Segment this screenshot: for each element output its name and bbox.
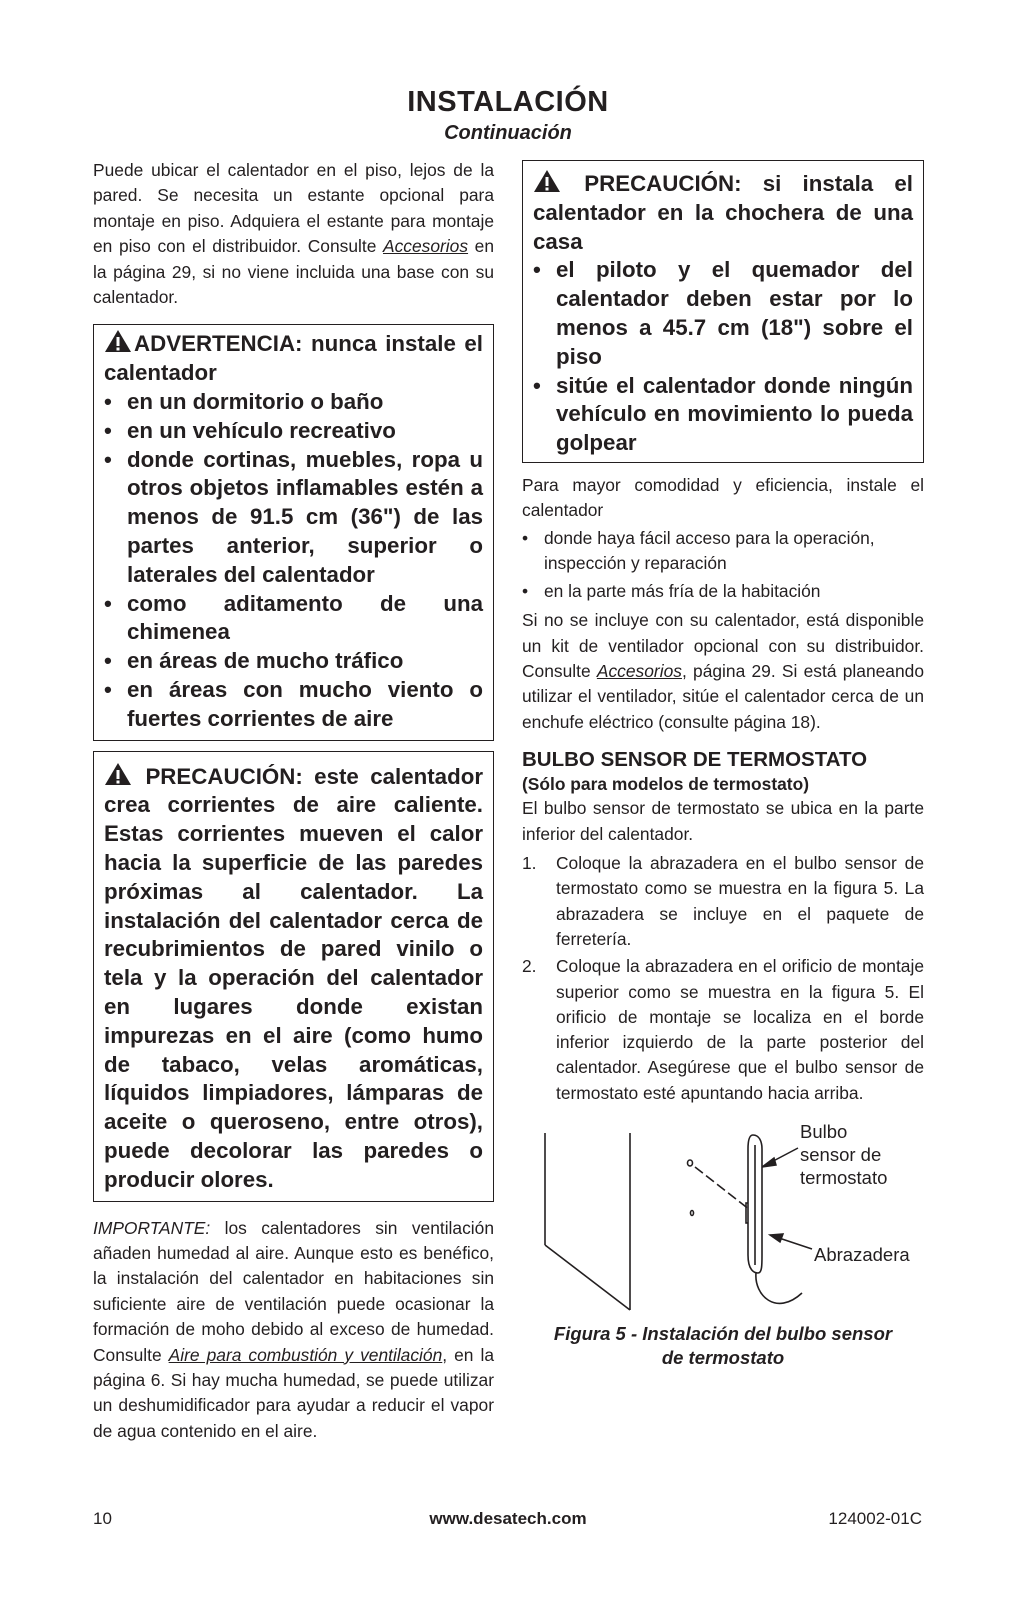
fan-kit-paragraph: Si no se incluye con su calentador, está disponible un kit de ventilador opcional con su distribuidor. Consulte Accesorios, página 29. Si está planeando utilizar el ventilador, sitúe el calentador cerca de un enchufe eléctrico (consulte página 18). bbox=[522, 610, 924, 732]
section-title: BULBO SENSOR DE TERMOSTATO bbox=[522, 748, 868, 772]
caution-drafts-text: PRECAUCIÓN: este calentador crea corrientes de aire caliente. Estas corrientes mueven el calor hacia la superficie de las paredes próximas al calentador. La instalación del calentador cerca de recubrimientos de pared vinilo o tela y la operación del calentador en lugares donde existan impurezas en el aire (como humo de tabaco, velas aromáticas, líquidos limpiadores, lámparas de aceite o queroseno, entre otros), puede decolorar las paredes o producir olores. bbox=[104, 763, 483, 1192]
caution-garage-heading: PRECAUCIÓN: si instala el calentador en la chochera de una casa bbox=[533, 171, 913, 254]
page-subtitle: Continuación bbox=[444, 122, 572, 144]
steps-list bbox=[522, 851, 924, 1106]
warning-triangle-icon bbox=[104, 762, 132, 786]
warning-item: • en un vehículo recreativo bbox=[104, 417, 396, 443]
caution-item: • sitúe el calentador donde ningún vehículo en movimiento lo pueda golpear bbox=[533, 372, 913, 456]
figure-caption-line-1: Figura 5 - Instalación del bulbo sensor bbox=[553, 1323, 893, 1344]
important-paragraph: IMPORTANTE: los calentadores sin ventilación añaden humedad al aire. Aunque esto es benéfico, la instalación del calentador en habitaciones sin suficiente aire de ventilación puede ocasionar la formación de moho debido al exceso de humedad. Consulte Aire para combustión y ventilación, en la página 6. Si hay mucha humedad, se puede utilizar un deshumidificador para ayudar a reducir el vapor de agua contenido en el aire. bbox=[93, 1217, 495, 1441]
section-intro: El bulbo sensor de termostato se ubica en la parte inferior del calentador. bbox=[522, 798, 924, 844]
section-subtitle: (Sólo para modelos de termostato) bbox=[522, 774, 809, 795]
left-column bbox=[93, 158, 494, 1444]
clamp-label: Abrazadera bbox=[814, 1244, 910, 1265]
floor-mount-text-1: Puede ubicar el calentador en el piso, lejos de la pared. Se necesita un estante opcional para montaje en piso. Adquiera el estante para montaje en piso con el distribuidor. Consulte bbox=[93, 160, 494, 257]
comfort-list bbox=[522, 526, 924, 604]
list-item: • en la parte más fría de la habitación bbox=[522, 581, 821, 602]
document-code: 124002-01C bbox=[828, 1509, 922, 1528]
floor-mount-text-2: en la página 29, si no viene incluida una base con su calentador. bbox=[93, 236, 494, 308]
bulb-label-1: Bulbo bbox=[800, 1121, 848, 1142]
page-title: INSTALACIÓN bbox=[407, 86, 609, 118]
website-link[interactable]: www.desatech.com bbox=[429, 1509, 587, 1528]
warning-heading bbox=[104, 329, 483, 388]
warning-item: • como aditamento de una chimenea bbox=[104, 590, 483, 645]
comfort-intro: Para mayor comodidad y eficiencia, instale el calentador bbox=[522, 474, 924, 521]
list-item: • donde haya fácil acceso para la operación, inspección y reparación bbox=[522, 527, 875, 573]
floor-mount-paragraph bbox=[93, 158, 494, 310]
accessories-link-2[interactable]: Accesorios bbox=[596, 660, 682, 681]
figure-caption bbox=[522, 1322, 924, 1369]
figure-caption-line-2: de termostato bbox=[661, 1346, 785, 1368]
warning-triangle-icon bbox=[104, 329, 132, 353]
warning-item: • en áreas de mucho tráfico bbox=[104, 648, 404, 674]
caution-box-garage bbox=[522, 160, 924, 463]
page-number: 10 bbox=[93, 1509, 112, 1528]
caution-item: • el piloto y el quemador del calentador deben estar por lo menos a 45.7 cm (18") sobre el piso bbox=[533, 257, 913, 369]
bulb-label-3: termostato bbox=[800, 1167, 888, 1188]
bulb-label-2: sensor de bbox=[800, 1144, 882, 1165]
thermostat-bulb-figure bbox=[540, 1125, 820, 1325]
warning-item: • donde cortinas, muebles, ropa u otros objetos inflamables estén a menos de 91.5 cm (36") de las partes anterior, superior o laterales del calentador bbox=[104, 446, 483, 587]
right-column bbox=[522, 160, 924, 1108]
caution-box-drafts bbox=[93, 751, 494, 1202]
warning-item: • en un dormitorio o baño bbox=[104, 389, 384, 415]
step-item: 1. Coloque la abrazadera en el bulbo sensor de termostato como se muestra en la figura 5. La abrazadera se incluye en el paquete de ferretería. bbox=[522, 853, 924, 949]
warning-item: • en áreas con mucho viento o fuertes corrientes de aire bbox=[104, 677, 483, 731]
warning-heading-text: ADVERTENCIA: nunca instale el calentador bbox=[104, 331, 483, 386]
warning-box bbox=[93, 324, 494, 740]
warning-triangle-icon bbox=[533, 169, 561, 193]
accessories-link[interactable]: Accesorios bbox=[382, 236, 469, 257]
important-label: IMPORTANTE: bbox=[93, 1217, 211, 1238]
step-item: 2. Coloque la abrazadera en el orificio de montaje superior como se muestra en la figura 5. El orificio de montaje se localiza en el borde inferior izquierdo de la parte posterior del calentador. Asegúrese que el bulbo sensor de termostato esté apuntando hacia arriba. bbox=[522, 956, 924, 1103]
combustion-air-link[interactable]: Aire para combustión y ventilación bbox=[168, 1344, 443, 1365]
